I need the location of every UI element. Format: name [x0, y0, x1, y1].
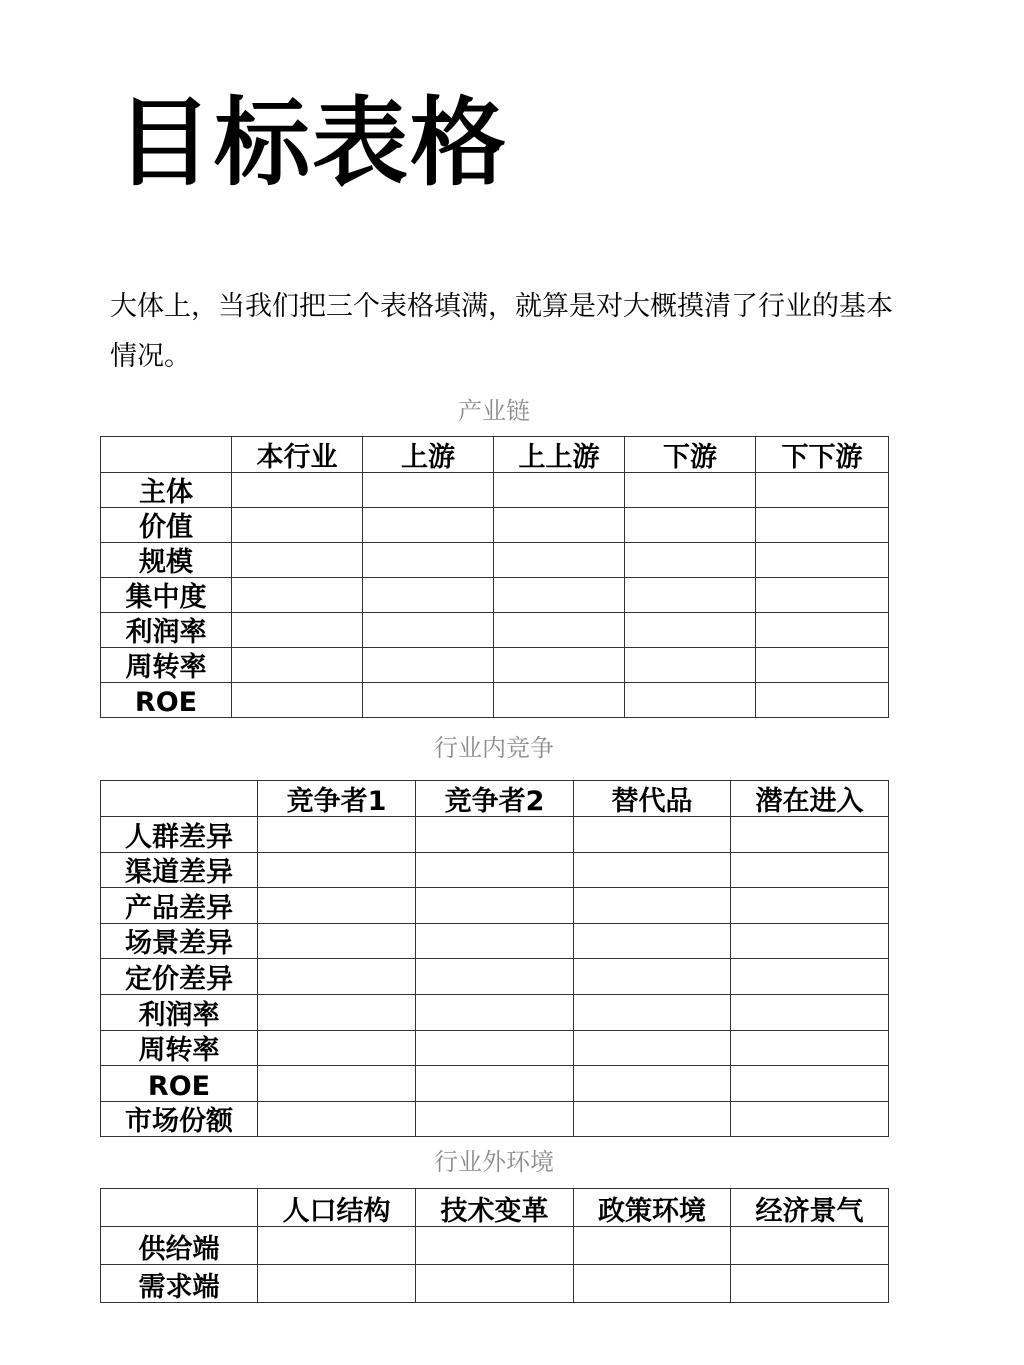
empty-cell[interactable] [494, 543, 625, 578]
empty-cell[interactable] [416, 994, 574, 1030]
row-header: 集中度 [101, 578, 232, 613]
empty-cell[interactable] [258, 959, 416, 995]
empty-cell[interactable] [574, 1227, 731, 1265]
table-row [101, 578, 889, 613]
empty-cell[interactable] [756, 683, 889, 718]
intro-paragraph: 大体上，当我们把三个表格填满，就算是对大概摸清了行业的基本情况。 [110, 291, 893, 372]
empty-cell[interactable] [258, 817, 416, 853]
empty-cell[interactable] [731, 852, 889, 888]
column-header: 下下游 [756, 437, 889, 473]
empty-cell[interactable] [416, 1101, 574, 1137]
table-row [101, 959, 889, 995]
row-header: 主体 [101, 473, 232, 508]
empty-cell[interactable] [574, 994, 731, 1030]
column-header: 上上游 [494, 437, 625, 473]
row-header: 场景差异 [101, 923, 258, 959]
empty-cell[interactable] [574, 888, 731, 924]
empty-cell[interactable] [363, 473, 494, 508]
empty-cell[interactable] [574, 1101, 731, 1137]
empty-cell[interactable] [574, 852, 731, 888]
empty-cell[interactable] [494, 473, 625, 508]
row-header: 规模 [101, 543, 232, 578]
column-header: 上游 [363, 437, 494, 473]
empty-cell[interactable] [731, 1265, 889, 1303]
empty-cell[interactable] [232, 543, 363, 578]
empty-cell[interactable] [494, 683, 625, 718]
column-header: 人口结构 [258, 1189, 416, 1227]
empty-cell[interactable] [756, 578, 889, 613]
table-row [101, 888, 889, 924]
empty-cell[interactable] [416, 888, 574, 924]
empty-cell[interactable] [232, 648, 363, 683]
competition-table-caption: 行业内竞争 [434, 734, 554, 762]
empty-cell[interactable] [416, 1265, 574, 1303]
column-header: 政策环境 [574, 1189, 731, 1227]
table-row [101, 613, 889, 648]
empty-cell[interactable] [756, 648, 889, 683]
empty-cell[interactable] [625, 508, 756, 543]
empty-cell[interactable] [731, 888, 889, 924]
table-row [101, 508, 889, 543]
empty-cell[interactable] [574, 1066, 731, 1102]
empty-cell[interactable] [731, 817, 889, 853]
column-header: 经济景气 [731, 1189, 889, 1227]
header-row [101, 437, 889, 473]
empty-cell[interactable] [731, 1227, 889, 1265]
empty-cell[interactable] [416, 1030, 574, 1066]
table-row [101, 923, 889, 959]
header-row [101, 781, 889, 817]
empty-cell[interactable] [731, 1101, 889, 1137]
empty-cell[interactable] [416, 817, 574, 853]
empty-cell[interactable] [574, 1265, 731, 1303]
empty-cell[interactable] [494, 508, 625, 543]
empty-cell[interactable] [258, 923, 416, 959]
empty-cell[interactable] [756, 613, 889, 648]
column-header: 竞争者2 [416, 781, 574, 817]
table-row [101, 1227, 889, 1265]
empty-cell[interactable] [494, 578, 625, 613]
empty-cell[interactable] [416, 1227, 574, 1265]
row-header: 定价差异 [101, 959, 258, 995]
empty-cell[interactable] [416, 923, 574, 959]
empty-cell[interactable] [416, 959, 574, 995]
row-header: 利润率 [101, 613, 232, 648]
empty-cell[interactable] [258, 994, 416, 1030]
empty-cell[interactable] [363, 578, 494, 613]
column-header: 替代品 [574, 781, 731, 817]
table-row [101, 648, 889, 683]
competition-table [100, 780, 889, 1137]
empty-cell[interactable] [625, 648, 756, 683]
table-row [101, 1066, 889, 1102]
empty-cell[interactable] [731, 1030, 889, 1066]
empty-cell[interactable] [625, 683, 756, 718]
chain-table-caption: 产业链 [458, 397, 530, 425]
table-row [101, 1030, 889, 1066]
table-row [101, 994, 889, 1030]
table-row [101, 1265, 889, 1303]
empty-cell[interactable] [258, 1227, 416, 1265]
row-header: 产品差异 [101, 888, 258, 924]
row-header: ROE [101, 1066, 258, 1102]
empty-cell[interactable] [258, 852, 416, 888]
empty-cell[interactable] [258, 1030, 416, 1066]
row-header: 需求端 [101, 1265, 258, 1303]
row-header: 周转率 [101, 1030, 258, 1066]
industry-chain-table [100, 436, 889, 718]
empty-cell[interactable] [258, 888, 416, 924]
empty-cell[interactable] [731, 959, 889, 995]
empty-cell[interactable] [363, 648, 494, 683]
empty-cell[interactable] [494, 648, 625, 683]
empty-cell[interactable] [574, 923, 731, 959]
empty-cell[interactable] [232, 473, 363, 508]
empty-cell[interactable] [731, 1066, 889, 1102]
row-header: 价值 [101, 508, 232, 543]
empty-cell[interactable] [232, 683, 363, 718]
empty-cell[interactable] [232, 508, 363, 543]
empty-cell[interactable] [258, 1265, 416, 1303]
row-header: 周转率 [101, 648, 232, 683]
empty-cell[interactable] [625, 613, 756, 648]
empty-cell[interactable] [574, 817, 731, 853]
empty-cell[interactable] [756, 508, 889, 543]
empty-cell[interactable] [416, 1066, 574, 1102]
column-header: 竞争者1 [258, 781, 416, 817]
empty-cell[interactable] [258, 1101, 416, 1137]
column-header: 潜在进入 [731, 781, 889, 817]
row-header: 利润率 [101, 994, 258, 1030]
empty-cell[interactable] [756, 473, 889, 508]
empty-cell[interactable] [258, 1066, 416, 1102]
empty-cell[interactable] [731, 994, 889, 1030]
empty-cell[interactable] [574, 959, 731, 995]
empty-cell[interactable] [731, 923, 889, 959]
corner-cell [101, 1189, 258, 1227]
empty-cell[interactable] [363, 508, 494, 543]
empty-cell[interactable] [756, 543, 889, 578]
empty-cell[interactable] [625, 578, 756, 613]
table-row [101, 473, 889, 508]
empty-cell[interactable] [416, 852, 574, 888]
empty-cell[interactable] [232, 613, 363, 648]
row-header: 市场份额 [101, 1101, 258, 1137]
corner-cell [101, 781, 258, 817]
empty-cell[interactable] [363, 543, 494, 578]
row-header: 渠道差异 [101, 852, 258, 888]
empty-cell[interactable] [625, 473, 756, 508]
empty-cell[interactable] [494, 613, 625, 648]
column-header: 技术变革 [416, 1189, 574, 1227]
empty-cell[interactable] [363, 683, 494, 718]
row-header: 供给端 [101, 1227, 258, 1265]
empty-cell[interactable] [232, 578, 363, 613]
empty-cell[interactable] [363, 613, 494, 648]
table-row [101, 852, 889, 888]
table-row [101, 1101, 889, 1137]
empty-cell[interactable] [574, 1030, 731, 1066]
column-header: 本行业 [232, 437, 363, 473]
page-title: 目标表格 [116, 87, 508, 199]
table-row [101, 683, 889, 718]
row-header: 人群差异 [101, 817, 258, 853]
environment-table-caption: 行业外环境 [434, 1148, 554, 1176]
corner-cell [101, 437, 232, 473]
external-environment-table [100, 1188, 889, 1303]
table-row [101, 817, 889, 853]
table-row [101, 543, 889, 578]
empty-cell[interactable] [625, 543, 756, 578]
header-row [101, 1189, 889, 1227]
column-header: 下游 [625, 437, 756, 473]
row-header: ROE [101, 683, 232, 718]
